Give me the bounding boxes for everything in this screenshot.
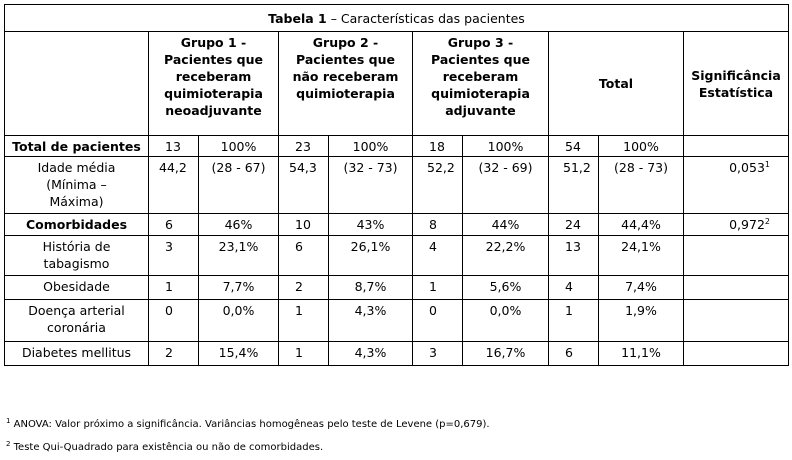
table-caption-row [5, 5, 789, 32]
table-row [5, 214, 789, 236]
footnote-1 [6, 419, 490, 431]
group-2-count: 23 [279, 136, 329, 157]
total-count: 51,2 [549, 157, 599, 214]
total-count: 1 [549, 300, 599, 342]
group-3-percent: 44% [463, 214, 549, 236]
group-1-range: (28 - 67) [199, 157, 279, 214]
group-2-count: 54,3 [279, 157, 329, 214]
footnote-2 [6, 442, 323, 454]
group-1-count: 0 [149, 300, 199, 342]
row-label-text: Doença arterial coronária [28, 303, 125, 335]
header-total [549, 32, 684, 136]
significance-cell [684, 214, 789, 236]
header-significance [684, 32, 789, 136]
significance-value: 0,053 [729, 160, 765, 175]
group-1-percent: 15,4% [199, 342, 279, 366]
header-group-2 [279, 32, 413, 136]
group-3-count: 8 [413, 214, 463, 236]
group-2-percent: 100% [329, 136, 413, 157]
total-count: 4 [549, 276, 599, 300]
row-label [5, 157, 149, 214]
header-significance-text: Significância Estatística [691, 67, 781, 100]
group-3-percent: 16,7% [463, 342, 549, 366]
total-percent: 11,1% [599, 342, 684, 366]
group-3-range: (32 - 69) [463, 157, 549, 214]
group-3-count: 3 [413, 342, 463, 366]
group-1-count: 13 [149, 136, 199, 157]
significance-cell [684, 236, 789, 276]
group-1-count: 1 [149, 276, 199, 300]
total-range: (28 - 73) [599, 157, 684, 214]
group-2-percent: 8,7% [329, 276, 413, 300]
total-count: 13 [549, 236, 599, 276]
group-1-count: 2 [149, 342, 199, 366]
table-row [5, 157, 789, 214]
group-2-range: (32 - 73) [329, 157, 413, 214]
row-label: Diabetes mellitus [5, 342, 149, 366]
group-3-percent: 5,6% [463, 276, 549, 300]
group-1-count: 44,2 [149, 157, 199, 214]
significance-cell [684, 342, 789, 366]
group-3-count: 52,2 [413, 157, 463, 214]
group-2-percent: 26,1% [329, 236, 413, 276]
group-1-percent: 46% [199, 214, 279, 236]
row-label [5, 300, 149, 342]
significance-cell [684, 300, 789, 342]
header-total-text: Total [598, 76, 634, 91]
group-3-percent: 22,2% [463, 236, 549, 276]
total-count: 24 [549, 214, 599, 236]
table-row [5, 342, 789, 366]
table-row [5, 276, 789, 300]
group-2-count: 6 [279, 236, 329, 276]
group-2-percent: 43% [329, 214, 413, 236]
header-group-1 [149, 32, 279, 136]
total-count: 6 [549, 342, 599, 366]
significance-cell [684, 157, 789, 214]
patient-characteristics-table-wrapper [4, 4, 788, 366]
group-2-count: 2 [279, 276, 329, 300]
group-1-percent: 7,7% [199, 276, 279, 300]
table-caption-text: – Características das pacientes [326, 10, 525, 26]
patient-characteristics-table [4, 4, 789, 366]
row-label: Total de pacientes [5, 136, 149, 157]
group-1-percent: 23,1% [199, 236, 279, 276]
table-row [5, 136, 789, 157]
total-percent: 7,4% [599, 276, 684, 300]
row-label: Obesidade [5, 276, 149, 300]
significance-value: 0,972 [729, 217, 765, 232]
footnote-2-text: Teste Qui-Quadrado para existência ou não de comorbidades. [10, 442, 324, 453]
footnote-1-marker: 1 [6, 417, 11, 425]
group-1-count: 6 [149, 214, 199, 236]
group-2-count: 1 [279, 300, 329, 342]
total-percent: 44,4% [599, 214, 684, 236]
total-percent: 100% [599, 136, 684, 157]
total-count: 54 [549, 136, 599, 157]
footnote-2-marker: 2 [6, 440, 11, 448]
footnote-1-text: ANOVA: Valor próximo a significância. Variâncias homogêneas pelo teste de Levene (p=0,679). [10, 419, 490, 430]
table-row [5, 300, 789, 342]
group-3-count: 0 [413, 300, 463, 342]
header-group-2-text: Grupo 2 - Pacientes que não receberam quimioterapia [292, 35, 399, 101]
group-3-count: 18 [413, 136, 463, 157]
group-3-count: 4 [413, 236, 463, 276]
group-3-percent: 0,0% [463, 300, 549, 342]
row-label-text: Idade média (Mínima – Máxima) [37, 160, 116, 209]
header-empty [5, 32, 149, 136]
group-2-percent: 4,3% [329, 300, 413, 342]
header-group-1-text: Grupo 1 - Pacientes que receberam quimioterapia neoadjuvante [164, 35, 263, 118]
group-2-count: 10 [279, 214, 329, 236]
table-header-row [5, 32, 789, 136]
group-1-percent: 0,0% [199, 300, 279, 342]
total-percent: 1,9% [599, 300, 684, 342]
group-3-count: 1 [413, 276, 463, 300]
group-1-percent: 100% [199, 136, 279, 157]
header-group-3 [413, 32, 549, 136]
footnote-marker: 2 [764, 217, 770, 226]
table-caption-number: Tabela 1 [268, 10, 327, 26]
group-2-percent: 4,3% [329, 342, 413, 366]
group-2-count: 1 [279, 342, 329, 366]
significance-cell [684, 276, 789, 300]
significance-cell [684, 136, 789, 157]
group-1-count: 3 [149, 236, 199, 276]
table-caption [5, 5, 789, 32]
row-label-text: História de tabagismo [42, 239, 111, 271]
total-percent: 24,1% [599, 236, 684, 276]
row-label: Comorbidades [5, 214, 149, 236]
group-3-percent: 100% [463, 136, 549, 157]
table-row [5, 236, 789, 276]
row-label [5, 236, 149, 276]
header-group-3-text: Grupo 3 - Pacientes que receberam quimioterapia adjuvante [431, 35, 530, 118]
footnote-marker: 1 [764, 160, 770, 169]
